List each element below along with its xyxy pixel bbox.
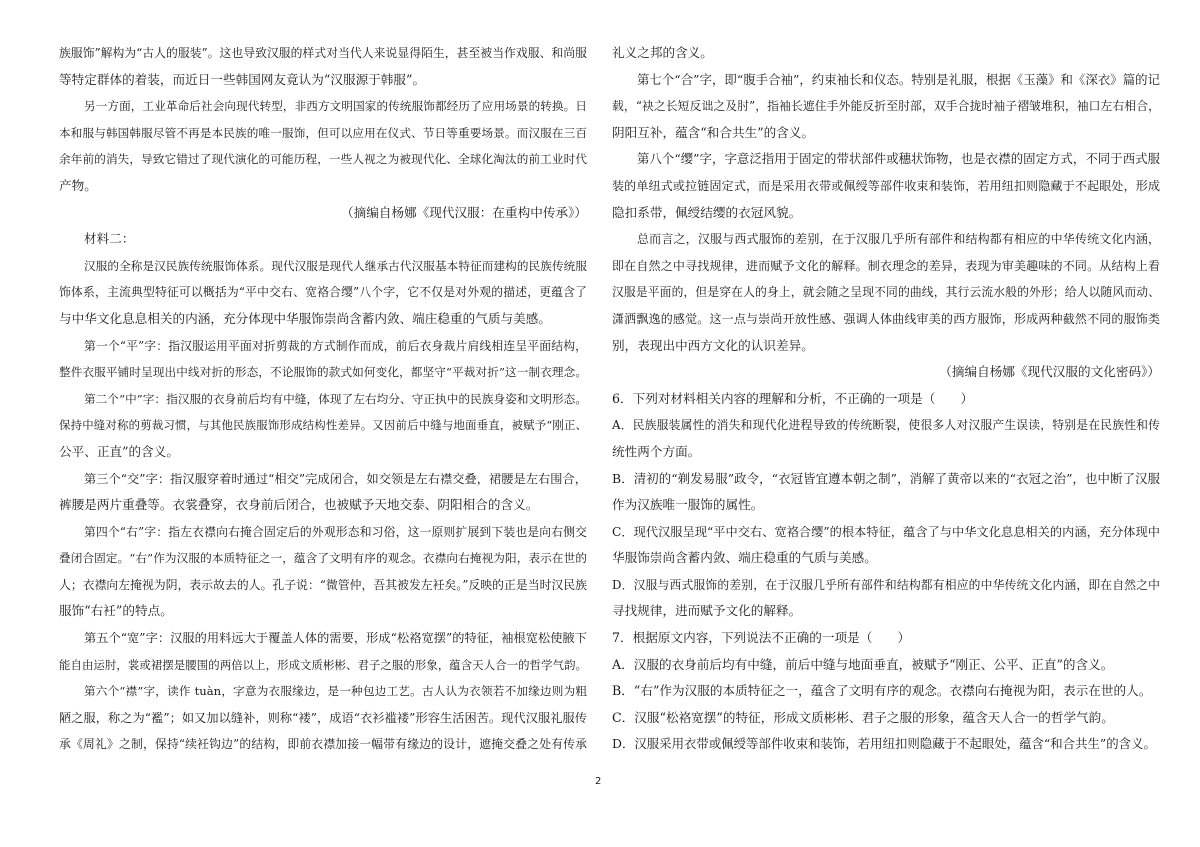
right-text-line: 载，“袂之长短反诎之及肘”，指袖长遮住手外能反折至肘部，双手合拢时袖子褶皱堆积，袖口左右相合， — [612, 99, 1160, 114]
right-text-line: 6．下列对材料相关内容的理解和分析，不正确的一项是（ ） — [612, 390, 974, 406]
left-text-line: 公平、正直”的含义。 — [59, 443, 179, 459]
left-text-line: 人；衣襟向左掩视为阴，表示故去的人。孔子说：“微管仲，吾其被发左衽矣。”反映的正是当时汉民族 — [59, 577, 587, 592]
left-text-line: （摘编自杨娜《现代汉服：在重构中传承》） — [341, 204, 587, 220]
right-text-line: 第八个“缨”字，字意泛指用于固定的带状部件或穗状饰物，也是衣襟的固定方式，不同于西式服 — [637, 151, 1160, 167]
right-text-line: 潇洒飘逸的感觉。这一点与崇尚开放性感、强调人体曲线审美的西方服饰，形成两种截然不同的服饰类 — [612, 311, 1160, 326]
right-text-line: 作为汉族唯一服饰的属性。 — [612, 497, 764, 513]
right-text-line: D．汉服采用衣带或佩绶等部件收束和装饰，若用纽扣则隐藏于不起眼处，蕴含“和合共生”的含义。 — [612, 736, 1156, 752]
left-text-line: 第五个“宽”字：汉服的用料远大于覆盖人体的需要，形成“松袼宽摆”的特征，袖根宽松使腋下 — [84, 631, 587, 646]
page-number: 2 — [595, 776, 602, 787]
left-text-line: 第二个“中”字：指汉服的衣身前后均有中缝，体现了左右均分、守正执中的民族身姿和文明形态。 — [84, 391, 587, 406]
left-text-line: 承《周礼》之制，保持“续衽钩边”的结构，即前衣襟加接一幅带有缘边的设计，遮掩交叠之处有传承 — [59, 737, 587, 752]
right-column — [612, 40, 1160, 758]
left-text-line: 第六个“襟”字，读作 tuàn，字意为衣服缘边，是一种包边工艺。古人认为衣领若不加缘边则为粗 — [84, 684, 587, 699]
right-text-line: 7．根据原文内容，下列说法不正确的一项是（ ） — [612, 630, 911, 646]
left-text-line: 饰体系，主流典型特征可以概括为“平中交右、宽袼合缨”八个字，它不仅是对外观的描述，更蕴含了 — [59, 285, 587, 300]
left-text-line: 叠闭合固定。“右”作为汉服的本质特征之一，蕴含了文明有序的观念。衣襟向右掩视为阳，表示在世的 — [59, 551, 587, 566]
left-text-line: 产物。 — [59, 177, 97, 193]
left-column — [59, 40, 587, 758]
left-text-line: 服饰“右衽”的特点。 — [59, 603, 173, 619]
left-text-line: 保持中缝对称的剪裁习惯，与其他民族服饰形成结构性差异。又因前后中缝与地面垂直，被赋予“刚正、 — [59, 418, 587, 433]
right-text-line: 别，表现出中西方文化的认识差异。 — [612, 337, 814, 353]
right-text-line: C．汉服“松袼宽摆”的特征，形成文质彬彬、君子之服的形象，蕴含天人合一的哲学气韵。 — [612, 709, 1114, 725]
right-text-line: 统性两个方面。 — [612, 443, 701, 459]
left-text-line: 等特定群体的着装，而近日一些韩国网友竟认为“汉服源于韩服”。 — [59, 71, 426, 87]
right-text-line: 礼义之邦的含义。 — [612, 45, 713, 60]
right-text-line: 第七个“合”字，即“腹手合袖”，约束袖长和仪态。特别是礼服，根据《玉藻》和《深衣》篇的记 — [637, 71, 1160, 87]
right-text-line: 华服饰崇尚含蓄内敛、端庄稳重的气质与美感。 — [612, 550, 877, 566]
right-text-line: A．汉服的衣身前后均有中缝，前后中缝与地面垂直，被赋予“刚正、公平、正直”的含义。 — [612, 656, 1114, 672]
right-text-line: C．现代汉服呈现“平中交右、宽袼合缨”的根本特征，蕴含了与中华文化息息相关的内涵，充分体现中 — [612, 524, 1160, 539]
left-text-line: 与中华文化息息相关的内涵，充分体现中华服饰崇尚含蓄内敛、端庄稳重的气质与美感。 — [59, 310, 551, 326]
right-text-line: 总而言之，汉服与西式服饰的差别，在于汉服几乎所有部件和结构都有相应的中华传统文化内涵， — [637, 232, 1160, 247]
right-text-line: A．民族服装属性的消失和现代化进程导致的传统断裂，使很多人对汉服产生误读，特别是在民族性和传 — [612, 418, 1160, 433]
right-text-line: 装的单纽式或拉链固定式，而是采用衣带或佩绶等部件收束和装饰，若用纽扣则隐藏于不起眼处，形成 — [612, 178, 1160, 193]
right-text-line: 隐扣系带，佩绶结缨的衣冠风貌。 — [612, 204, 802, 220]
right-text-line: 寻找规律，进而赋予文化的解释。 — [612, 603, 802, 619]
left-text-line: 第四个“右”字：指左衣襟向右掩合固定后的外观形态和习俗，这一原则扩展到下装也是向右侧交 — [84, 524, 587, 539]
right-text-line: B．“右”作为汉服的本质特征之一，蕴含了文明有序的观念。衣襟向右掩视为阳，表示在世的人。 — [612, 683, 1152, 699]
left-text-line: 另一方面，工业革命后社会向现代转型，非西方文明国家的传统服饰都经历了应用场景的转换。日 — [84, 99, 587, 114]
right-text-line: B．清初的“剃发易服”政令，“衣冠皆宜遵本朝之制”，消解了黄帝以来的“衣冠之治”，也中断了汉服 — [612, 470, 1160, 486]
right-text-line: 阴阳互补，蕴含“和合共生”的含义。 — [612, 124, 815, 140]
left-text-line: 陋之服，称之为“襤”；如又加以缝补，则称“褛”，成语“衣衫褴褛”形容生活困苦。现代汉服礼服传 — [59, 710, 587, 725]
left-text-line: 第三个“交”字：指汉服穿着时通过“相交”完成闭合，如交领是左右襟交叠，裙腰是左右围合， — [84, 471, 587, 486]
left-text-line: 汉服的全称是汉民族传统服饰体系。现代汉服是现代人继承古代汉服基本特征而建构的民族传统服 — [84, 258, 587, 273]
left-text-line: 裤腰是两片重叠等。衣裳叠穿，衣身前后闭合，也被赋予天地交泰、阴阳相合的含义。 — [59, 497, 539, 513]
left-text-line: 能自由运肘，裳或裙摆是腰围的两倍以上，形成文质彬彬、君子之服的形象，蕴含天人合一的哲学气韵。 — [59, 657, 587, 672]
left-text-line: 余年前的消失，导致它错过了现代演化的可能历程，一些人视之为被现代化、全球化淘汰的前工业时代 — [59, 152, 587, 167]
right-text-line: 汉服是平面的，但是穿在人的身上，就会随之呈现不同的曲线，其行云流水般的外形；给人以随风而动、 — [612, 285, 1160, 300]
right-text-line: D．汉服与西式服饰的差别，在于汉服几乎所有部件和结构都有相应的中华传统文化内涵，即在自然之中 — [612, 577, 1160, 592]
left-text-line: 第一个“平”字：指汉服运用平面对折剪裁的方式制作而成，前后衣身裁片肩线相连呈平面结构， — [84, 338, 587, 353]
right-text-line: 即在自然之中寻找规律，进而赋予文化的解释。制衣理念的差异，表现为审美趣味的不同。从结构上看 — [612, 258, 1160, 273]
right-text-line: （摘编自杨娜《现代汉服的文化密码》） — [939, 364, 1160, 380]
left-text-line: 材料二： — [84, 231, 135, 247]
left-text-line: 本和服与韩国韩服尽管不再是本民族的唯一服饰，但可以应用在仪式、节日等重要场景。而汉服在三百 — [59, 125, 587, 140]
left-text-line: 整件衣服平铺时呈现出中线对折的形态，不论服饰的款式如何变化，都坚守“平裁对折”这一制衣理念。 — [59, 365, 587, 380]
left-text-line: 族服饰”解构为“古人的服装”。这也导致汉服的样式对当代人来说显得陌生，甚至被当作戏服、和尚服 — [59, 46, 587, 60]
